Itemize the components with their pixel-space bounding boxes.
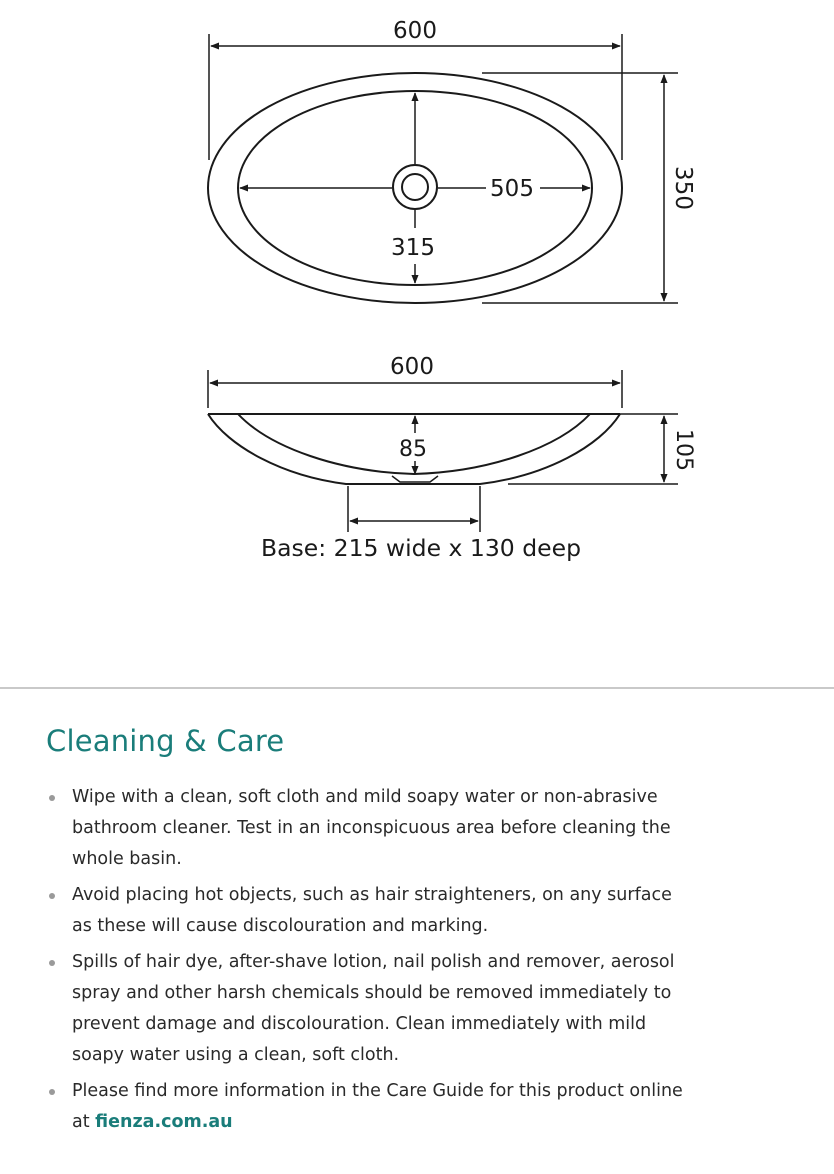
- fienza-website-link[interactable]: fienza.com.au: [95, 1112, 233, 1132]
- bullet-icon: [49, 893, 55, 899]
- list-item: [46, 947, 692, 1071]
- list-item-text: Avoid placing hot objects, such as hair straighteners, on any surface as these will cause discolouration and marking.: [72, 885, 672, 936]
- drain-inner: [402, 174, 428, 200]
- base-caption: Base: 215 wide x 130 deep: [261, 534, 581, 562]
- bowl-depth-label: 315: [391, 235, 435, 261]
- section-title: Cleaning & Care: [46, 724, 285, 758]
- list-item-text: Spills of hair dye, after-shave lotion, nail polish and remover, aerosol spray and other harsh chemicals should be removed immediately to prevent damage and discolouration. Clean immediately with mild soapy water using a clean, soft cloth.: [72, 952, 675, 1065]
- side-overall-height-label: 105: [671, 429, 696, 471]
- cleaning-care-section: [46, 724, 806, 1143]
- list-item: [46, 1076, 692, 1138]
- care-list: [46, 782, 806, 1138]
- list-item: [46, 880, 692, 942]
- side-overall-width-label: 600: [390, 354, 434, 380]
- bullet-icon: [49, 960, 55, 966]
- list-item: [46, 782, 692, 875]
- bullet-icon: [49, 1089, 55, 1095]
- top-overall-width-label: 600: [393, 18, 437, 44]
- bowl-width-label: 505: [490, 176, 534, 202]
- bullet-icon: [49, 795, 55, 801]
- section-divider: [0, 687, 834, 689]
- list-item-text: Wipe with a clean, soft cloth and mild soapy water or non-abrasive bathroom cleaner. Test in an inconspicuous area before cleaning the whole basin.: [72, 787, 671, 869]
- side-view: [208, 370, 678, 532]
- side-bowl-depth-label: 85: [399, 437, 427, 462]
- top-overall-depth-label: 350: [670, 166, 696, 210]
- top-view: [208, 34, 678, 303]
- drain-outer: [393, 165, 437, 209]
- list-item-text: Please find more information in the Care Guide for this product online at: [72, 1081, 683, 1132]
